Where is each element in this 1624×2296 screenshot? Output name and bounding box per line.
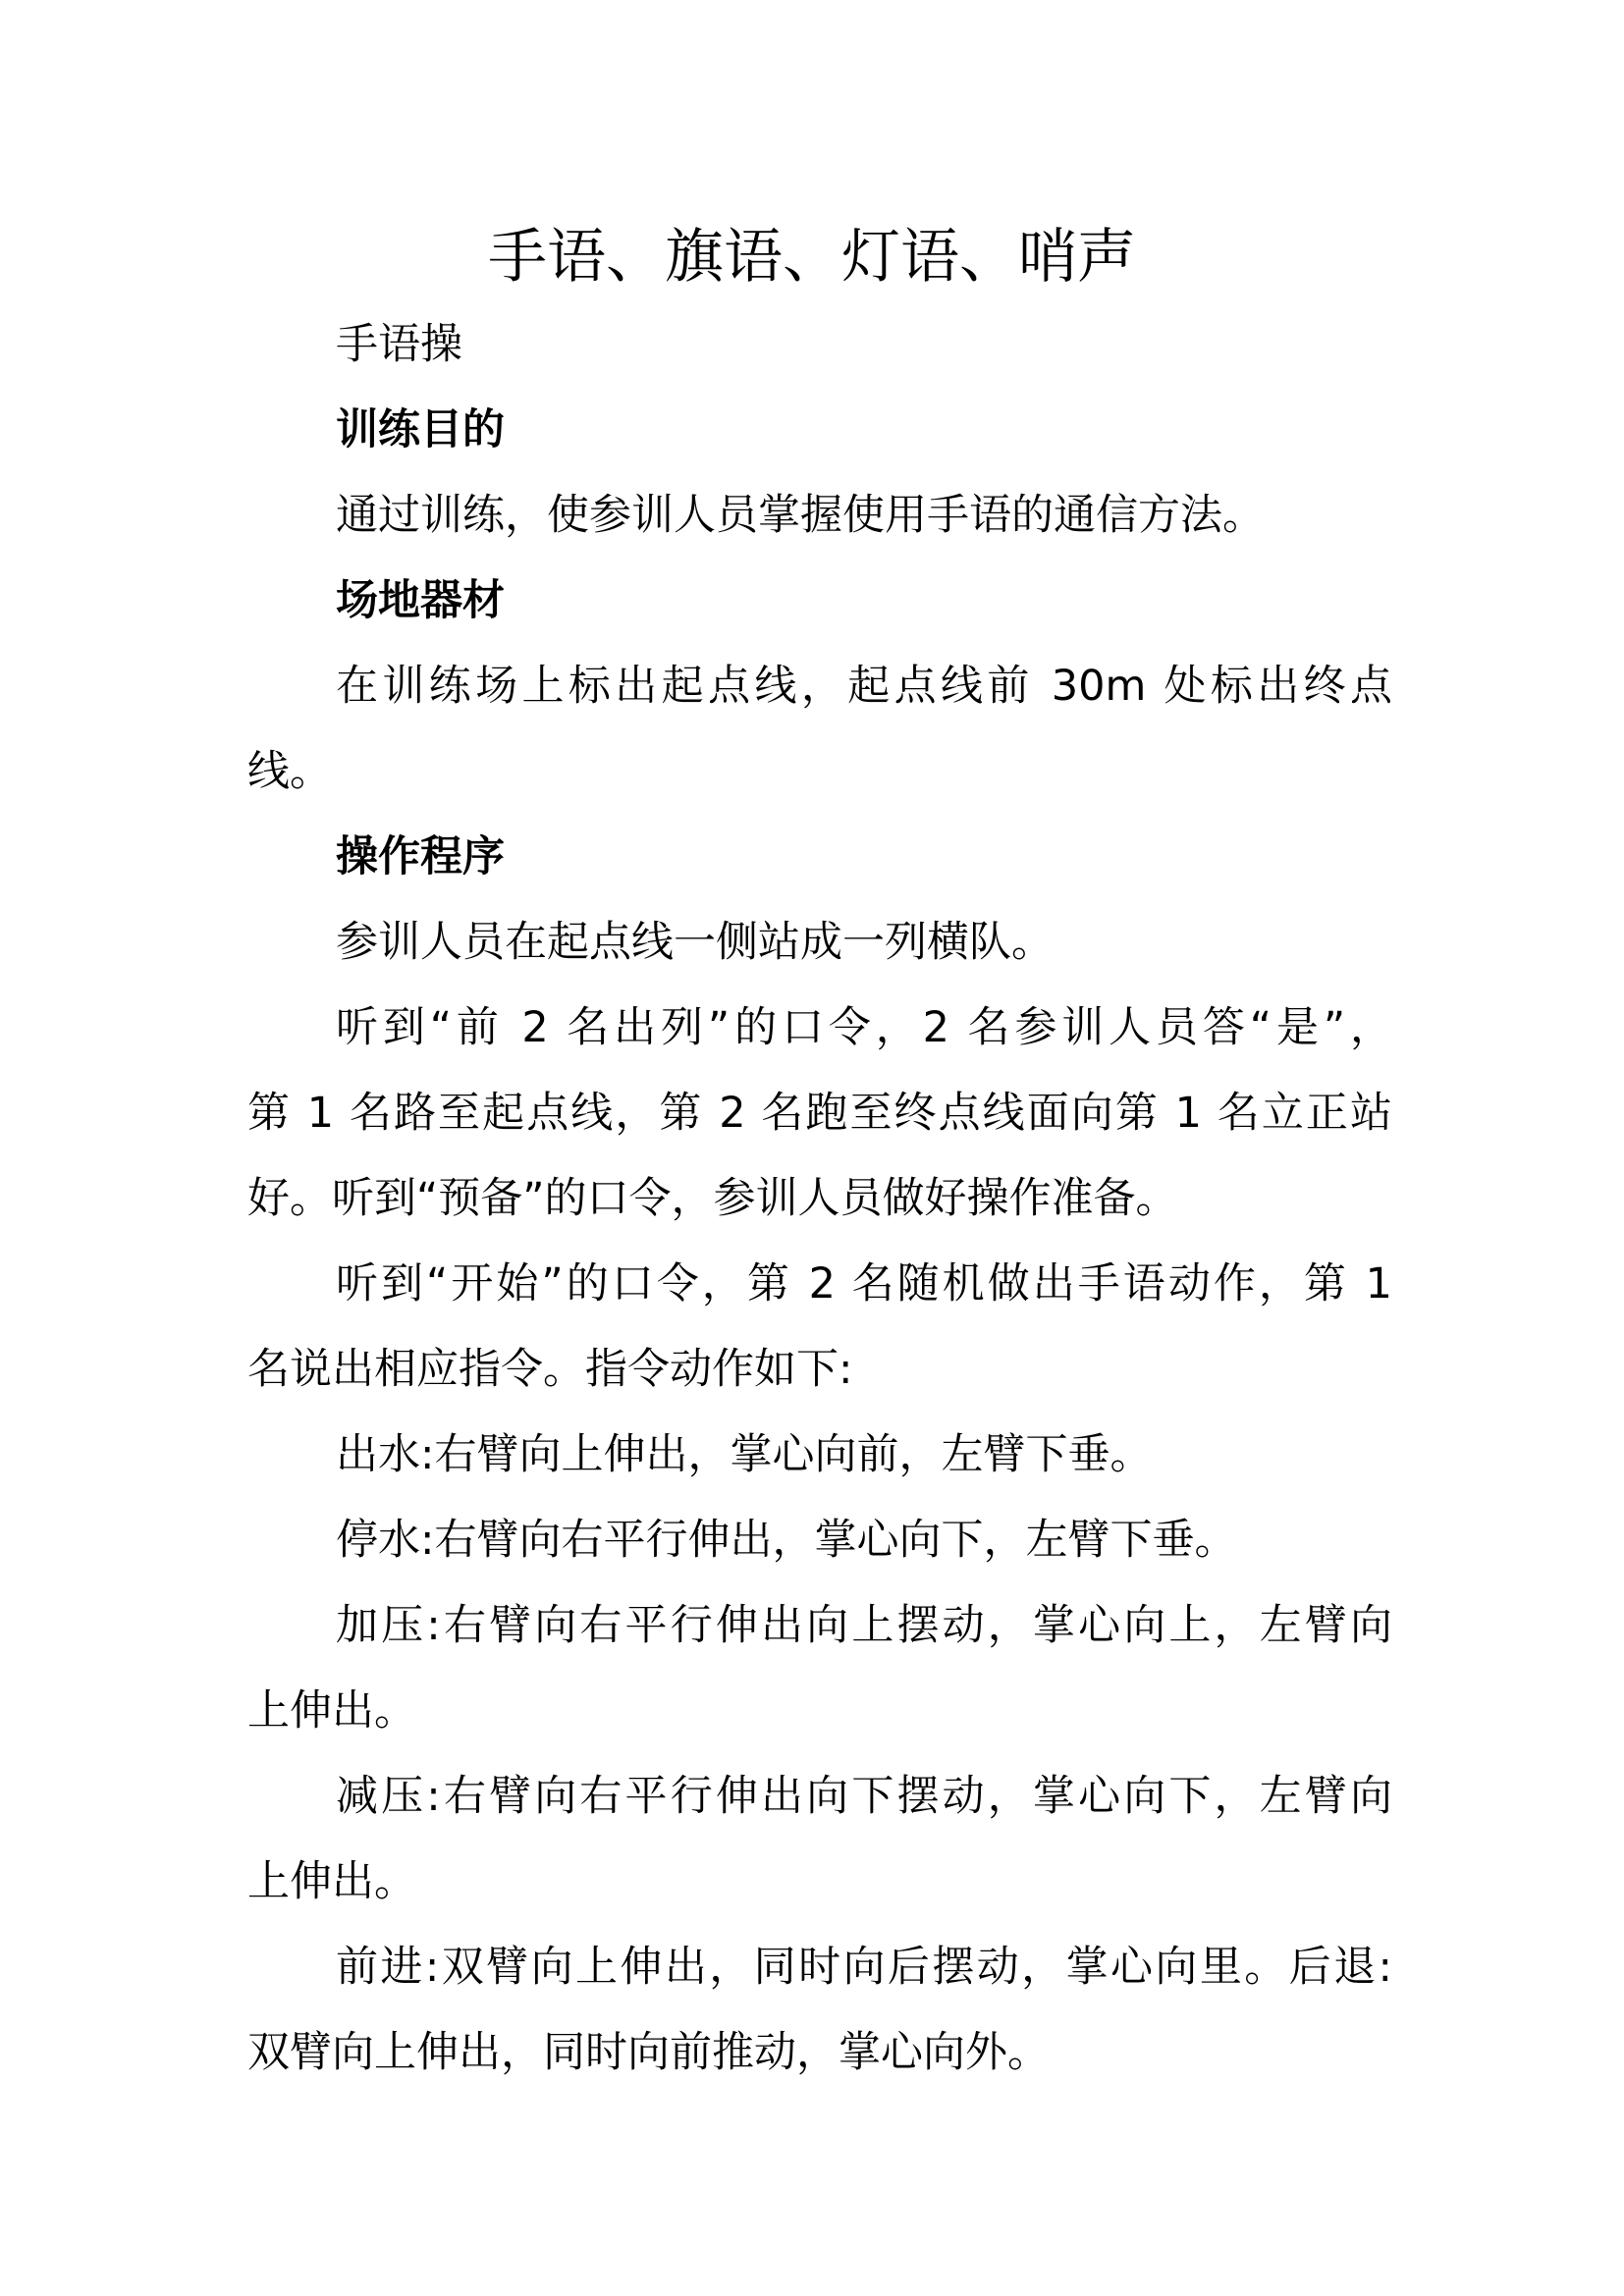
section-heading (247, 388, 1392, 473)
document-title: 手语、旗语、灯语、哨声 (488, 223, 1136, 292)
text-line: 减压:右臂向右平行伸出向下摆动，掌心向下，左臂向 (336, 1772, 1392, 1821)
text-line: 手语操 (336, 320, 462, 369)
text-line: 上伸出。 (247, 1686, 416, 1735)
text-line: 上伸出。 (247, 1857, 416, 1906)
paragraph (247, 1925, 1392, 2096)
text-line: 通过训练，使参训人员掌握使用手语的通信方法。 (336, 491, 1265, 540)
text-line: 场地器材 (336, 576, 505, 625)
text-line: 第 1 名路至起点线，第 2 名跑至终点线面向第 1 名立正站 (247, 1089, 1392, 1138)
text-line: 听到“开始”的口令，第 2 名随机做出手语动作，第 1 (336, 1259, 1392, 1308)
paragraph (247, 900, 1392, 986)
paragraph (247, 1413, 1392, 1498)
paragraph (247, 1583, 1392, 1754)
text-line: 在训练场上标出起点线，起点线前 30m 处标出终点 (336, 662, 1392, 711)
text-line: 前进:双臂向上伸出，同时向后摆动，掌心向里。后退: (336, 1943, 1392, 1992)
text-line: 出水:右臂向上伸出，掌心向前，左臂下垂。 (336, 1430, 1153, 1479)
section-heading (247, 559, 1392, 644)
text-line: 名说出相应指令。指令动作如下: (247, 1345, 853, 1394)
paragraph (247, 1242, 1392, 1413)
text-line: 训练目的 (336, 405, 505, 454)
text-line: 参训人员在起点线一侧站成一列横队。 (336, 918, 1054, 967)
document-body (247, 302, 1392, 2096)
section-subtitle (247, 302, 1392, 388)
text-line: 线。 (247, 747, 332, 796)
text-line: 双臂向上伸出，同时向前推动，掌心向外。 (247, 2028, 1050, 2077)
text-line: 操作程序 (336, 832, 505, 881)
paragraph (247, 1498, 1392, 1583)
text-line: 加压:右臂向右平行伸出向上摆动，掌心向上，左臂向 (336, 1601, 1392, 1650)
text-line: 停水:右臂向右平行伸出，掌心向下，左臂下垂。 (336, 1516, 1237, 1565)
text-line: 好。听到“预备”的口令，参训人员做好操作准备。 (247, 1174, 1178, 1223)
paragraph (247, 1754, 1392, 1925)
paragraph (247, 986, 1392, 1242)
section-heading (247, 815, 1392, 900)
text-line: 听到“前 2 名出列”的口令，2 名参训人员答“是”， (336, 1003, 1392, 1052)
paragraph (247, 473, 1392, 559)
paragraph (247, 644, 1392, 815)
